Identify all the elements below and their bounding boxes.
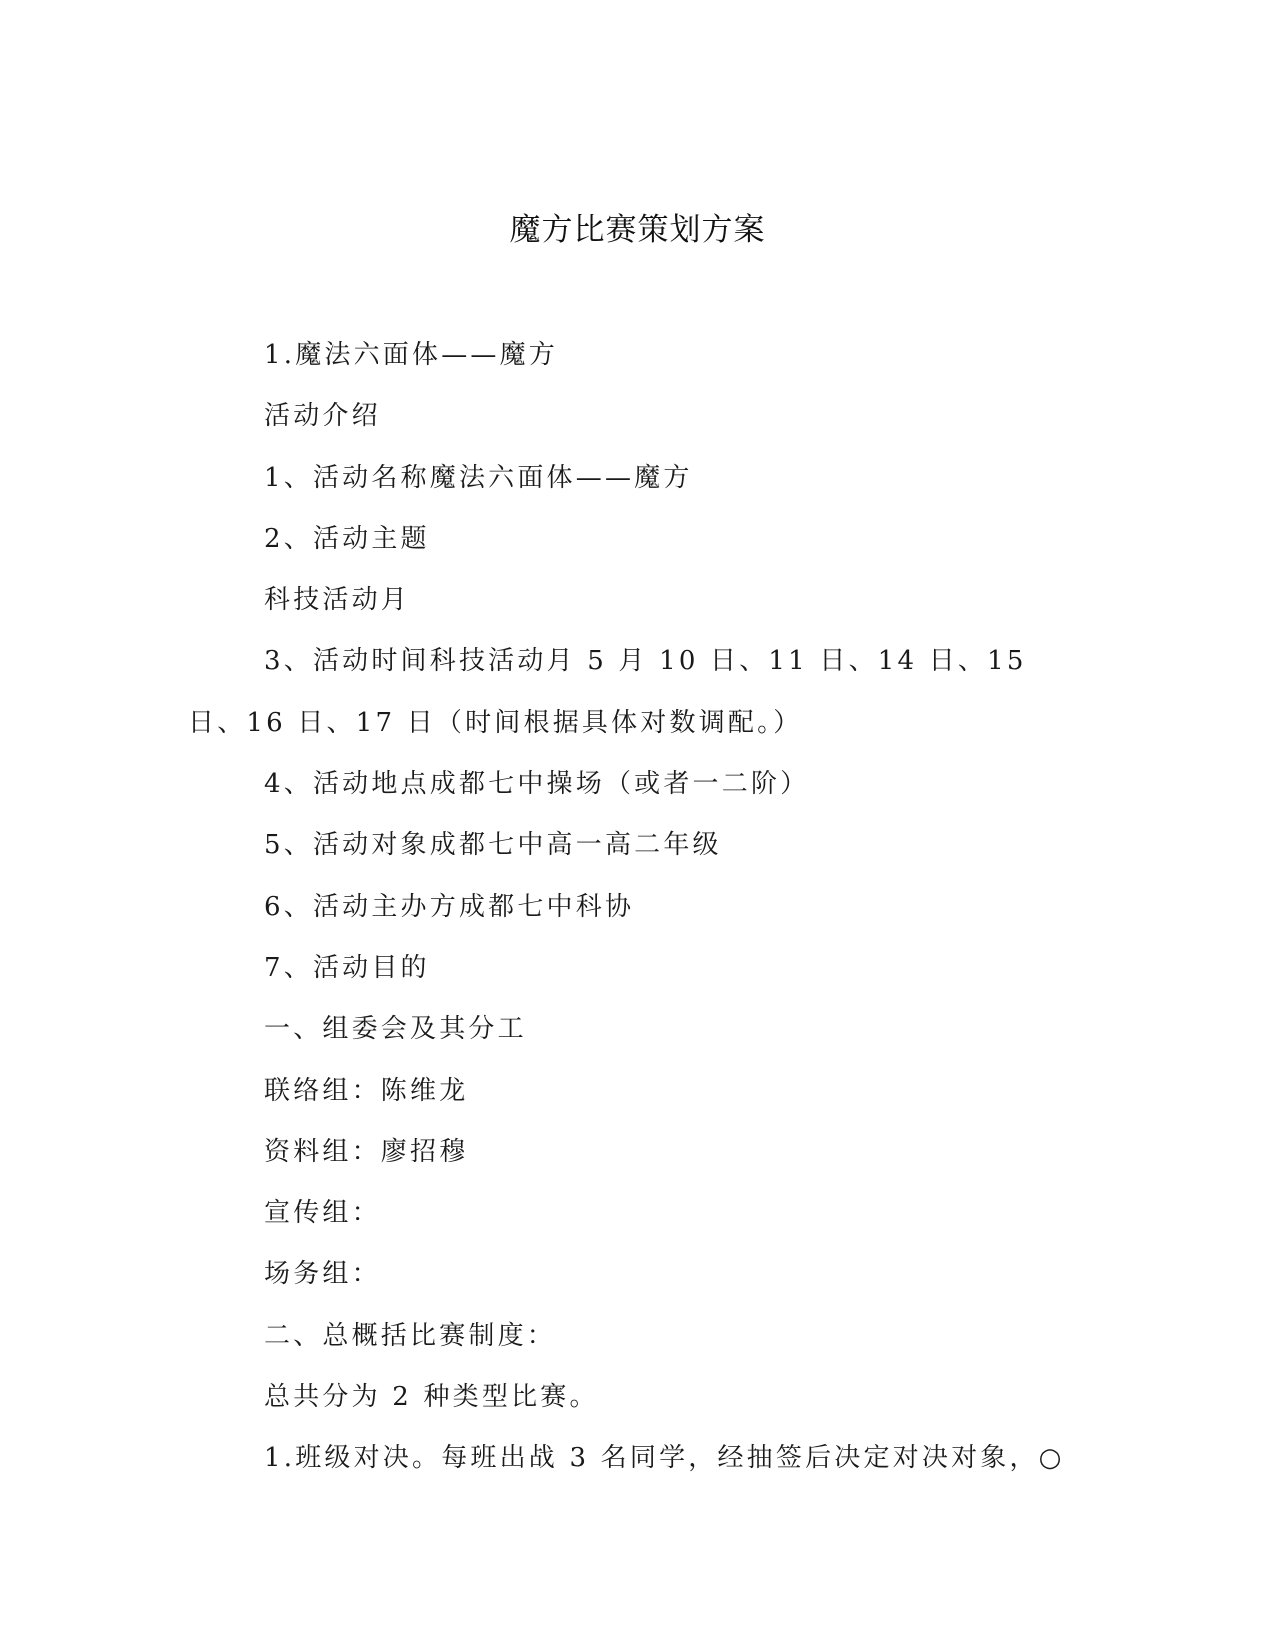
item-activity-location: 4、活动地点成都七中操场（或者一二阶） xyxy=(264,769,810,800)
item-activity-theme: 2、活动主题 xyxy=(264,523,430,554)
rules-summary: 总共分为 2 种类型比赛。 xyxy=(264,1382,599,1413)
heading-magic-cube: 1.魔法六面体——魔方 xyxy=(264,340,559,370)
item-activity-organizer: 6、活动主办方成都七中科协 xyxy=(264,891,635,922)
document-title: 魔方比赛策划方案 xyxy=(509,212,766,248)
item-activity-time: 3、活动时间科技活动月 5 月 10 日、11 日、14 日、15 日、16 日、17 日（时间根据具体对数调配。） xyxy=(188,646,1027,738)
committee-liaison-group: 联络组：陈维龙 xyxy=(264,1075,469,1106)
section-committee: 一、组委会及其分工 xyxy=(264,1014,527,1045)
item-activity-audience: 5、活动对象成都七中高一高二年级 xyxy=(264,830,722,861)
committee-venue-group: 场务组： xyxy=(264,1259,381,1290)
committee-materials-group: 资料组：廖招穆 xyxy=(264,1136,469,1167)
committee-publicity-group: 宣传组： xyxy=(264,1198,381,1229)
item-activity-name: 1、活动名称魔法六面体——魔方 xyxy=(264,462,693,493)
item-activity-purpose: 7、活动目的 xyxy=(264,952,430,983)
section-activity-intro: 活动介绍 xyxy=(264,401,381,432)
activity-theme-value: 科技活动月 xyxy=(264,585,411,616)
section-competition-rules: 二、总概括比赛制度： xyxy=(264,1320,557,1351)
document-body xyxy=(188,325,1088,1490)
rules-class-match: 1.班级对决。每班出战 3 名同学，经抽签后决定对决对象，○ xyxy=(264,1443,1065,1474)
